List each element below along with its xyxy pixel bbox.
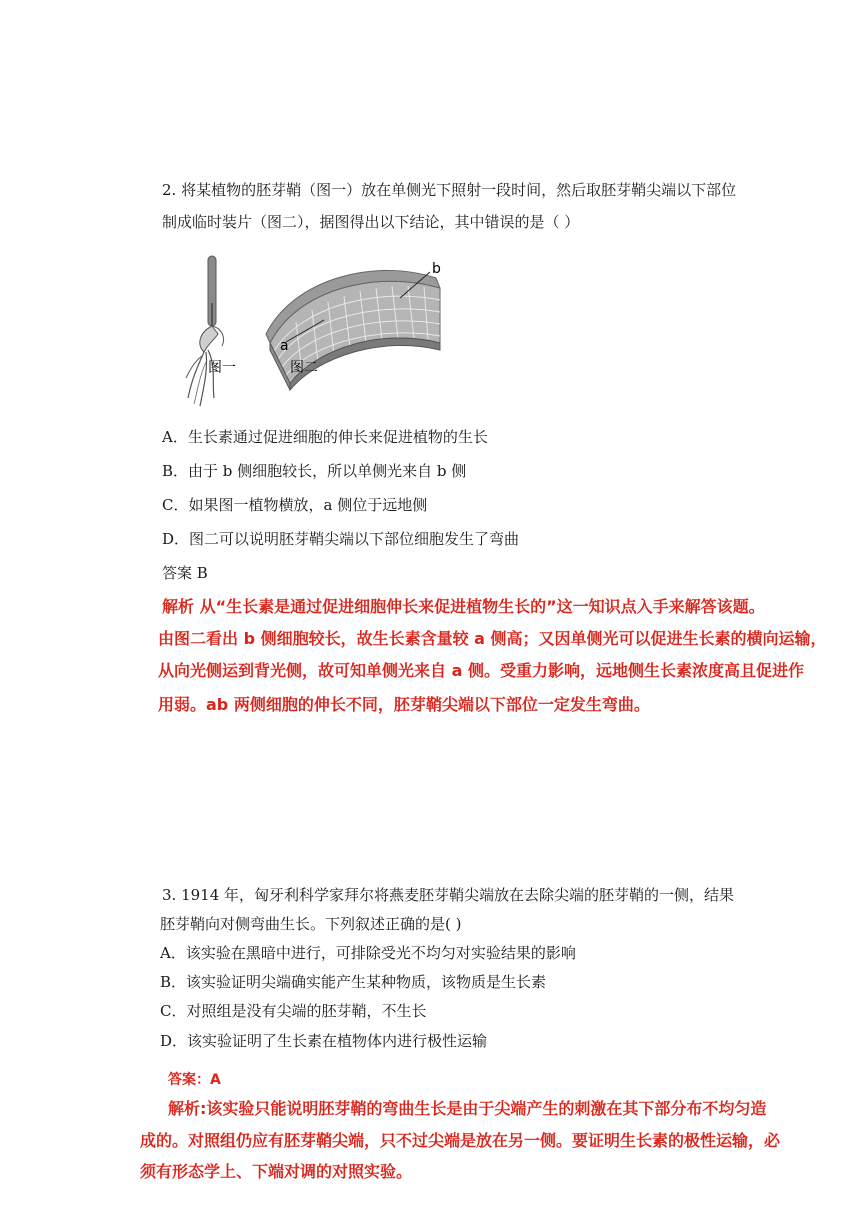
q2-analysis-line3: 从向光侧运到背光侧，故可知单侧光来自 a 侧。受重力影响，远地侧生长素浓度高且促进作: [158, 661, 804, 680]
q2-analysis-line4: 用弱。ab 两侧细胞的伸长不同，胚芽鞘尖端以下部位一定发生弯曲。: [158, 695, 650, 714]
label-figure2: 图二: [290, 360, 318, 376]
q2-analysis-line1: 解析 从“生长素是通过促进细胞伸长来促进植物生长的”这一知识点入手来解答该题。: [162, 597, 765, 616]
q2-option-b: B．由于 b 侧细胞较长，所以单侧光来自 b 侧: [162, 462, 467, 480]
q2-answer: 答案 B: [162, 564, 208, 582]
q3-analysis-line1: 解析:该实验只能说明胚芽鞘的弯曲生长是由于尖端产生的刺激在其下部分布不均匀造: [168, 1099, 767, 1118]
q2-figure: [178, 248, 468, 413]
q3-answer: 答案：A: [168, 1072, 221, 1088]
q2-stem-line1: 2. 将某植物的胚芽鞘（图一）放在单侧光下照射一段时间，然后取胚芽鞘尖端以下部位: [162, 181, 737, 199]
q2-analysis-line2: 由图二看出 b 侧细胞较长，故生长素含量较 a 侧高；又因单侧光可以促进生长素的横向运输，: [158, 629, 827, 648]
label-b: b: [432, 261, 441, 277]
q3-analysis-line2: 成的。对照组仍应有胚芽鞘尖端，只不过尖端是放在另一侧。要证明生长素的极性运输，必: [140, 1131, 781, 1150]
coleoptile-figure-illustration: [178, 248, 468, 413]
q3-stem-line2: 胚芽鞘向对侧弯曲生长。下列叙述正确的是( ): [160, 915, 462, 933]
q2-option-c: C．如果图一植物横放，a 侧位于远地侧: [162, 496, 428, 514]
q2-option-a: A．生长素通过促进细胞的伸长来促进植物的生长: [162, 428, 488, 446]
q3-analysis-line3: 须有形态学上、下端对调的对照实验。: [140, 1162, 413, 1181]
figure1-seedling-drawing: [186, 256, 224, 406]
q3-option-c: C．对照组是没有尖端的胚芽鞘，不生长: [160, 1002, 427, 1020]
q3-stem-line1: 3. 1914 年，匈牙利科学家拜尔将燕麦胚芽鞘尖端放在去除尖端的胚芽鞘的一侧，结果: [162, 886, 735, 904]
q2-stem-line2: 制成临时装片（图二），据图得出以下结论，其中错误的是（ ）: [162, 213, 580, 231]
q2-option-d: D．图二可以说明胚芽鞘尖端以下部位细胞发生了弯曲: [162, 530, 520, 548]
label-a: a: [280, 338, 289, 354]
label-figure1: 图一: [208, 360, 236, 376]
q3-option-d: D．该实验证明了生长素在植物体内进行极性运输: [160, 1032, 488, 1050]
q3-option-b: B．该实验证明尖端确实能产生某种物质，该物质是生长素: [160, 973, 547, 991]
q3-option-a: A．该实验在黑暗中进行，可排除受光不均匀对实验结果的影响: [160, 944, 576, 962]
